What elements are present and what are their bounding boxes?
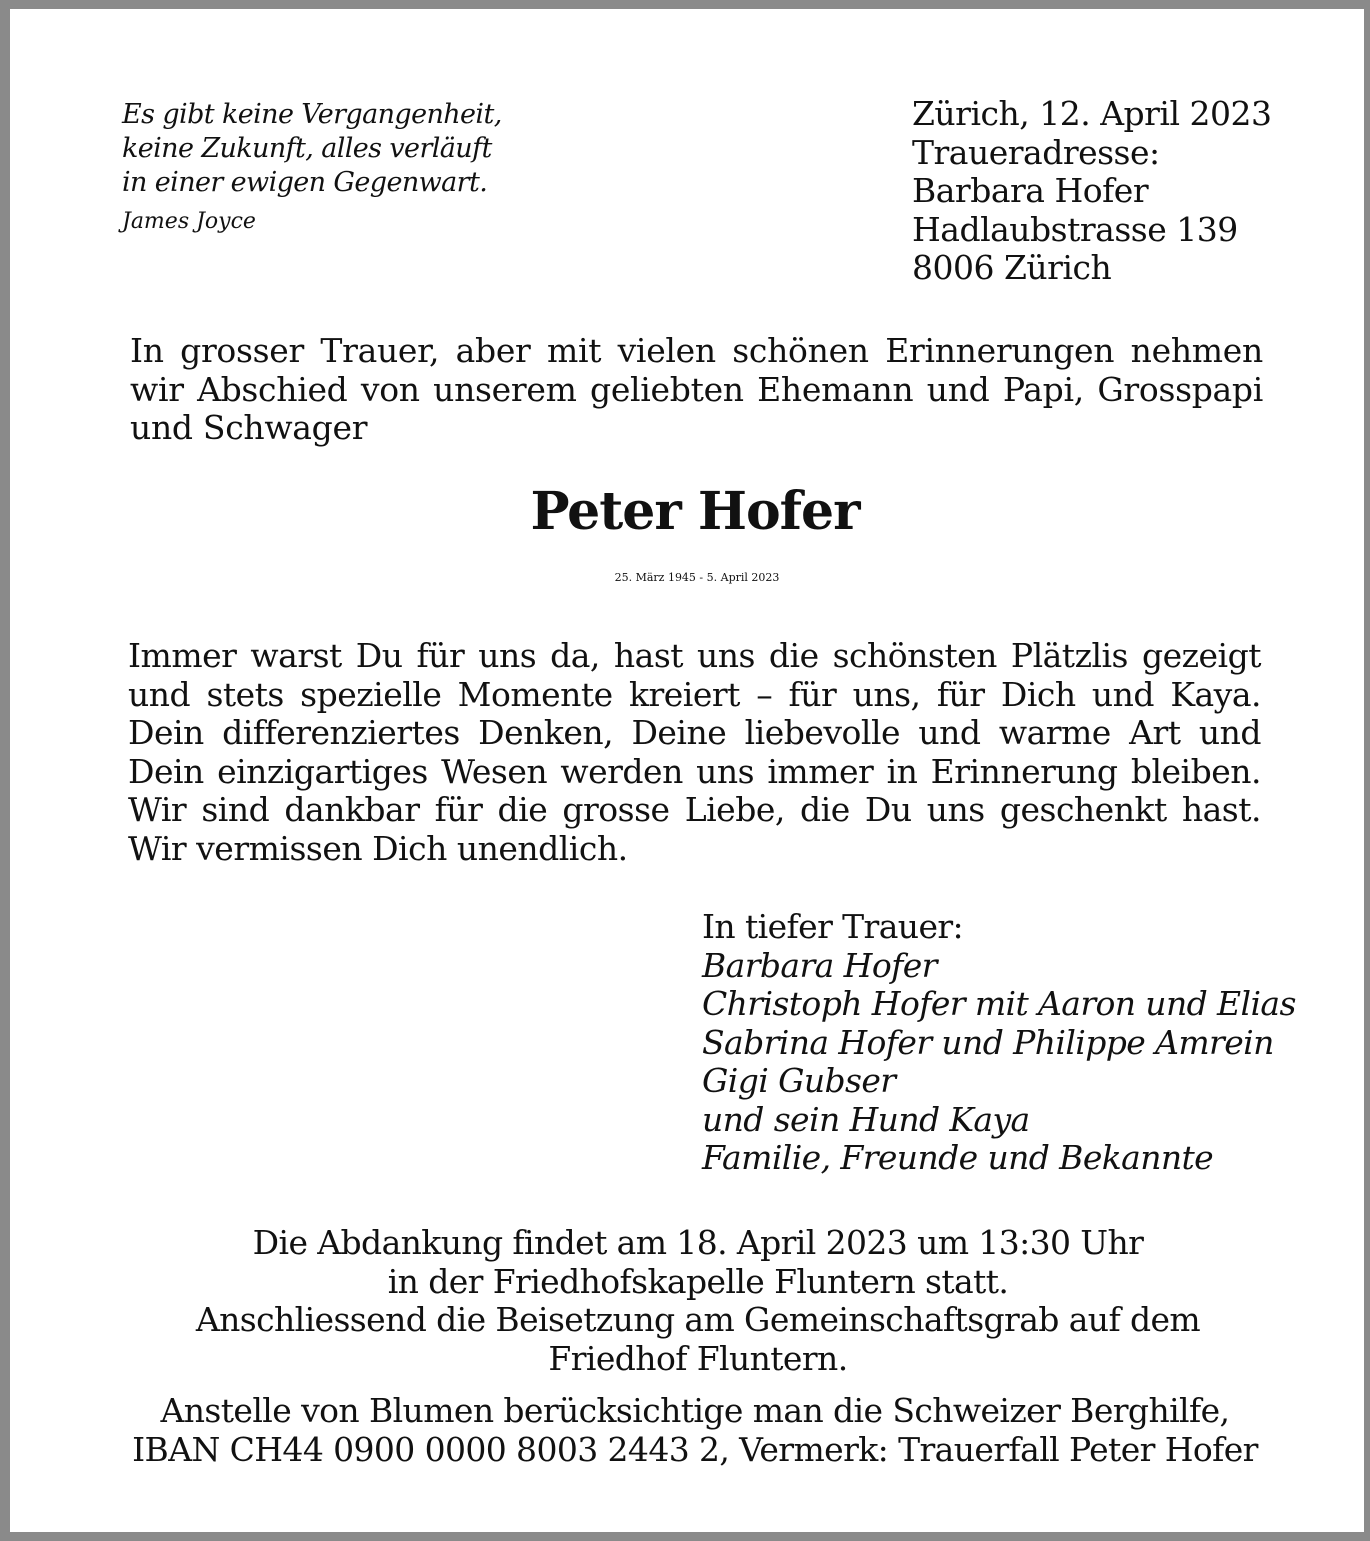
mourners-list bbox=[702, 908, 1342, 1178]
donation-line: Anstelle von Blumen berücksichtige man die Schweizer Berghilfe, bbox=[160, 1391, 1230, 1430]
quote-line: keine Zukunft, alles verläuft bbox=[122, 133, 492, 164]
mourner-name: Familie, Freunde und Bekannte bbox=[702, 1138, 1214, 1177]
mourner-name: und sein Hund Kaya bbox=[702, 1099, 1030, 1139]
mourner-name: Gigi Gubser bbox=[702, 1061, 896, 1100]
tribute-paragraph: Immer warst Du für uns da, hast uns die schönsten Plätzlis gezeigt und stets spezielle Momente kreiert – für uns, für Dich und Kaya. Dein differenziertes Denken, Deine liebevolle und warme Art und Dein einzigartiges Wesen werden uns immer in Erinnerung bleiben. Wir sind dankbar für die grosse Liebe, die Du uns geschenkt hast. Wir vermissen Dich unendlich. bbox=[128, 636, 1261, 868]
service-notice bbox=[10, 1224, 1370, 1378]
address-street: Hadlaubstrasse 139 bbox=[912, 209, 1238, 249]
address-name: Barbara Hofer bbox=[912, 171, 1149, 210]
mourner-name: Christoph Hofer mit Aaron und Elias bbox=[702, 984, 1296, 1023]
address-city: 8006 Zürich bbox=[912, 248, 1112, 287]
mourner-name: Sabrina Hofer und Philippe Amrein bbox=[702, 1022, 1274, 1062]
mourners-heading: In tiefer Trauer: bbox=[702, 907, 964, 946]
quote-line: in einer ewigen Gegenwart. bbox=[122, 167, 488, 198]
address-label: Traueradresse: bbox=[912, 132, 1160, 172]
deceased-name: Peter Hofer bbox=[530, 481, 860, 542]
quote-line: Es gibt keine Vergangenheit, bbox=[122, 99, 502, 130]
epigraph-quote bbox=[122, 98, 542, 200]
mourner-name: Barbara Hofer bbox=[702, 945, 937, 985]
intro-paragraph: In grosser Trauer, aber mit vielen schönen Erinnerungen nehmen wir Abschied von unserem geliebten Ehemann und Papi, Grosspapi und Schwager bbox=[130, 331, 1263, 447]
donation-line: IBAN CH44 0900 0000 8003 2443 2, Vermerk: Trauerfall Peter Hofer bbox=[132, 1429, 1258, 1469]
quote-author: James Joyce bbox=[122, 209, 256, 234]
service-line: Anschliessend die Beisetzung am Gemeinschaftsgrab auf dem bbox=[195, 1300, 1201, 1339]
life-dates: 25. März 1945 - 5. April 2023 bbox=[614, 571, 780, 584]
service-line: Die Abdankung findet am 18. April 2023 um 13:30 Uhr bbox=[252, 1223, 1144, 1262]
place-date: Zürich, 12. April 2023 bbox=[912, 94, 1272, 133]
mourning-address bbox=[912, 95, 1332, 288]
service-line: Friedhof Fluntern. bbox=[548, 1338, 848, 1378]
service-line: in der Friedhofskapelle Fluntern statt. bbox=[387, 1261, 1009, 1301]
donation-notice bbox=[10, 1392, 1370, 1469]
